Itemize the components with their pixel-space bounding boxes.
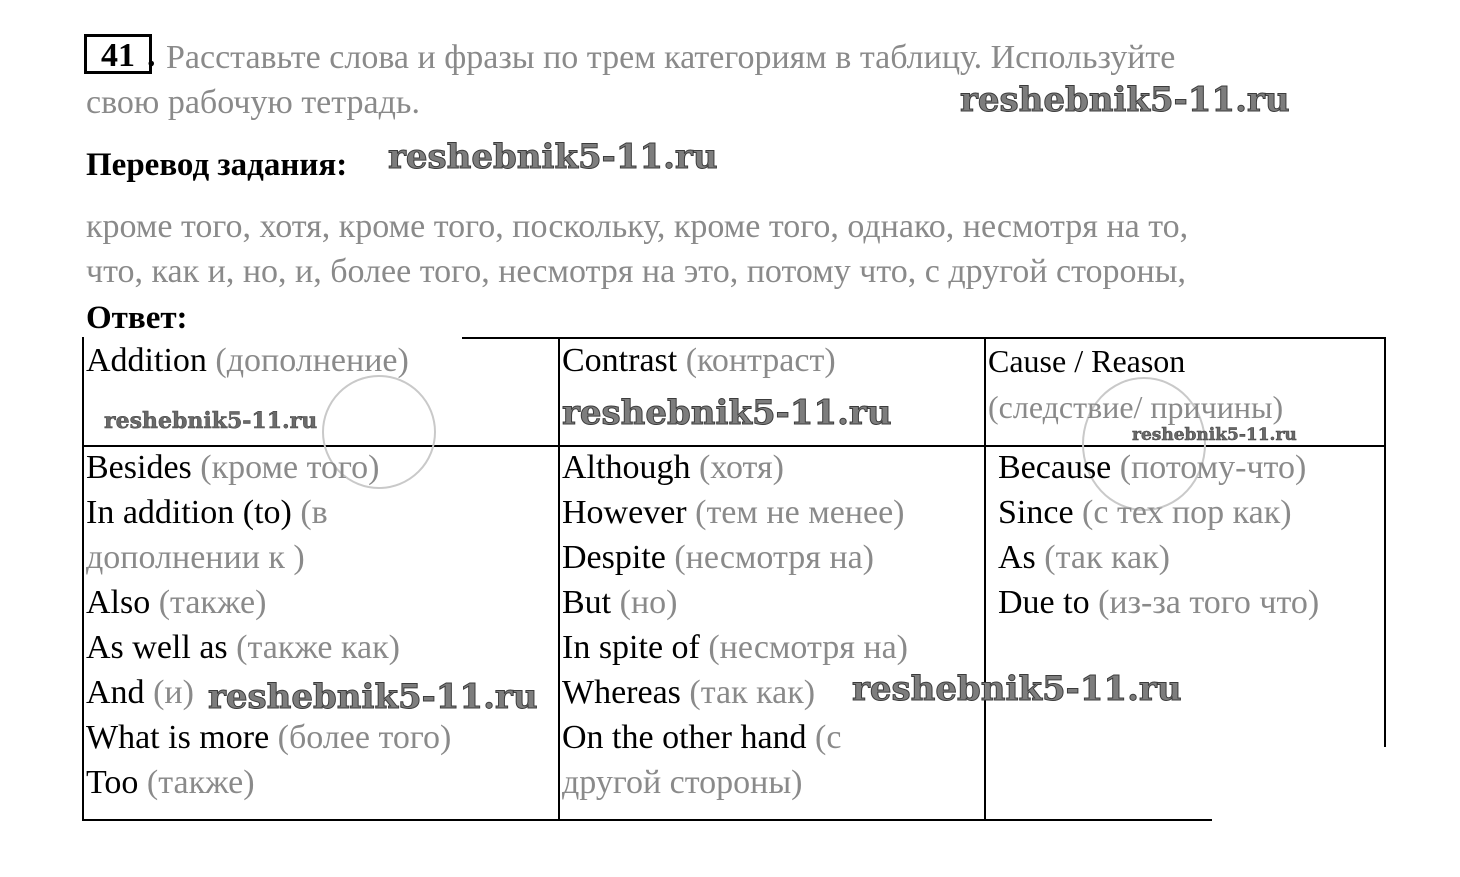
term-text: On the other hand (562, 719, 807, 756)
watermark: reshebnik5-11.ru (960, 80, 1290, 120)
translation-line-2: что, как и, но, и, более того, несмотря на это, потому что, с другой стороны, (86, 253, 1187, 290)
answer-heading: Ответ: (86, 300, 188, 336)
gloss-text: (в (300, 494, 328, 531)
term-text: Too (86, 764, 139, 801)
table-row (562, 491, 905, 535)
table-row (86, 446, 379, 490)
header-cause-gloss: (следствие/ причины) (988, 389, 1284, 425)
table-row (998, 446, 1306, 490)
table-bottom-border (82, 819, 1212, 821)
term-text: But (562, 584, 612, 621)
watermark: reshebnik5-11.ru (852, 669, 1182, 709)
watermark: reshebnik5-11.ru (104, 408, 318, 434)
instruction-line-1: Расставьте слова и фразы по трем категориям в таблицу. Используйте (166, 39, 1176, 76)
watermark: reshebnik5-11.ru (388, 137, 718, 177)
gloss-text: (хотя) (698, 449, 784, 486)
gloss-text: (несмотря на) (674, 539, 874, 576)
header-contrast-gloss: (контраст) (685, 342, 836, 379)
header-cause-label: Cause / Reason (988, 343, 1186, 379)
gloss-text: (также) (158, 584, 267, 621)
gloss-text: (тем не менее) (695, 494, 905, 531)
watermark: reshebnik5-11.ru (1132, 425, 1297, 445)
term-text: What is more (86, 719, 270, 756)
gloss-text: (также как) (236, 629, 400, 666)
term-text: Because (998, 449, 1112, 486)
table-row (998, 581, 1319, 625)
header-contrast (562, 339, 836, 383)
watermark: reshebnik5-11.ru (562, 393, 892, 433)
table-row (998, 536, 1170, 580)
gloss-text: (и) (153, 674, 194, 711)
translation-line-1: кроме того, хотя, кроме того, поскольку, кроме того, однако, несмотря на то, (86, 208, 1189, 245)
table-col-divider-1 (558, 337, 560, 821)
term-text: Besides (86, 449, 192, 486)
term-text: Since (998, 494, 1074, 531)
table-row (86, 671, 194, 715)
table-row (562, 671, 815, 715)
table-row (86, 536, 305, 580)
table-col-divider-2 (984, 337, 986, 821)
watermark: reshebnik5-11.ru (208, 677, 538, 717)
gloss-text: (потому-что) (1119, 449, 1307, 486)
term-text: However (562, 494, 687, 531)
gloss-text: (из-за того что) (1098, 584, 1320, 621)
table-left-border (82, 337, 84, 821)
table-row (562, 626, 908, 670)
gloss-text: другой стороны) (562, 764, 803, 801)
table-row (562, 716, 841, 760)
gloss-text: (так как) (689, 674, 816, 711)
gloss-text: (более того) (277, 719, 452, 756)
instruction-line-2: свою рабочую тетрадь. (86, 84, 420, 121)
table-row (86, 626, 400, 670)
term-text: As well as (86, 629, 228, 666)
term-text: Also (86, 584, 151, 621)
gloss-text: (так как) (1044, 539, 1170, 576)
table-row (86, 716, 451, 760)
term-text: In spite of (562, 629, 700, 666)
gloss-text: (также) (146, 764, 255, 801)
term-text: As (998, 539, 1036, 576)
gloss-text: (с тех пор как) (1082, 494, 1292, 531)
header-addition-label: Addition (86, 342, 207, 379)
header-addition-gloss: (дополнение) (215, 342, 409, 379)
term-text: Whereas (562, 674, 681, 711)
gloss-text: (с (815, 719, 842, 756)
table-row (86, 761, 255, 805)
table-right-border (1384, 337, 1386, 747)
task-number-dot: . (147, 37, 156, 74)
table-row (562, 761, 803, 805)
table-row (86, 491, 328, 535)
term-text: And (86, 674, 145, 711)
translation-heading: Перевод задания: (86, 147, 348, 183)
table-row (562, 536, 874, 580)
table-row (998, 491, 1292, 535)
header-addition (86, 339, 409, 383)
header-contrast-label: Contrast (562, 342, 678, 379)
table-row (562, 446, 784, 490)
term-text: Although (562, 449, 691, 486)
gloss-text: (кроме того) (200, 449, 380, 486)
task-number-box: 41 (84, 34, 152, 74)
gloss-text: (но) (619, 584, 678, 621)
gloss-text: дополнении к ) (86, 539, 305, 576)
table-row (86, 581, 266, 625)
gloss-text: (несмотря на) (708, 629, 908, 666)
table-row (562, 581, 677, 625)
term-text: In addition (to) (86, 494, 292, 531)
term-text: Due to (998, 584, 1090, 621)
term-text: Despite (562, 539, 666, 576)
